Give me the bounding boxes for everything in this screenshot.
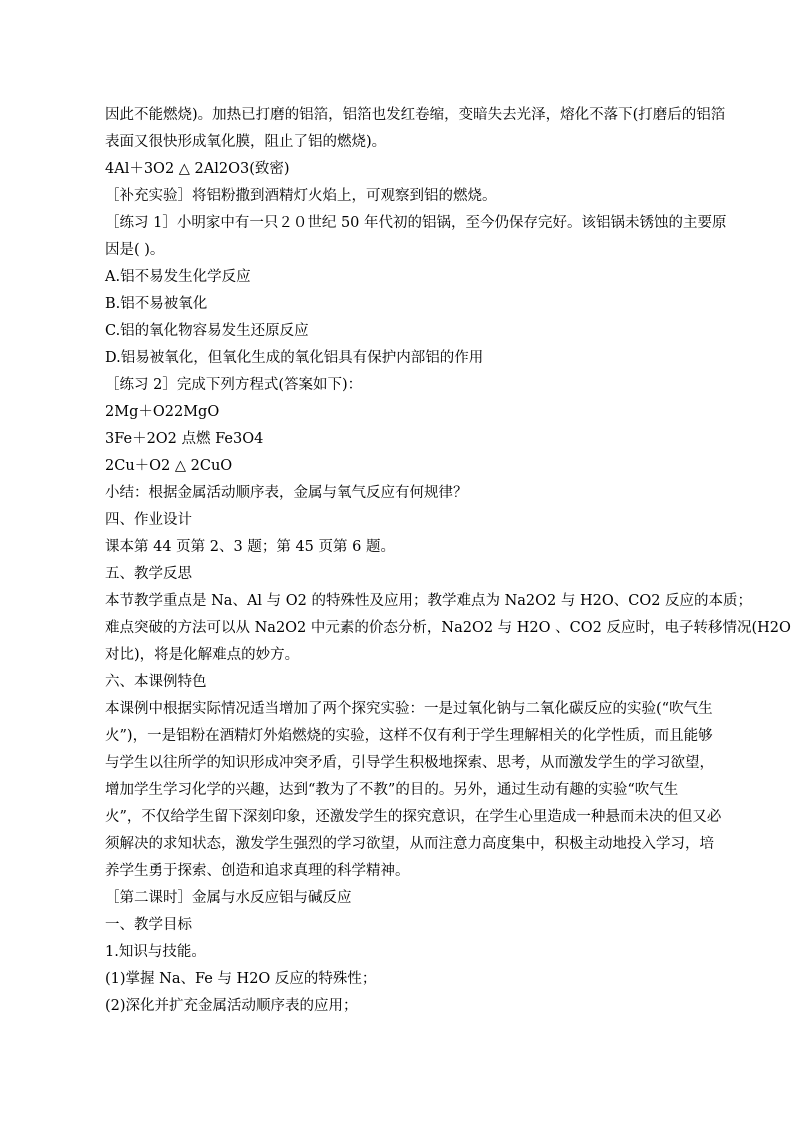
option-b: B.铝不易被氧化: [105, 296, 208, 312]
text-line: 增加学生学习化学的兴趣，达到“教为了不教”的目的。另外，通过生动有趣的实验“吹气生: [105, 782, 679, 798]
text-line: 火”)，一是铝粉在酒精灯外焰燃烧的实验，这样不仅有利于学生理解相关的化学性质，而且能够: [105, 728, 713, 744]
text-line: 表面又很快形成氧化膜，阻止了铝的燃烧)。: [105, 134, 387, 150]
section-heading: 四、作业设计: [105, 512, 192, 528]
equation-line: 3Fe＋2O2 点燃 Fe3O4: [105, 431, 264, 447]
text-line: 火”，不仅给学生留下深刻印象，还激发学生的探究意识，在学生心里造成一种悬而未决的但又必: [105, 809, 722, 825]
equation-line: 2Cu＋O2 △ 2CuO: [105, 458, 233, 474]
option-a: A.铝不易发生化学反应: [105, 269, 251, 285]
text-line: 对比)，将是化解难点的妙方。: [105, 647, 300, 663]
text-line: 须解决的求知状态，激发学生强烈的学习欲望，从而注意力高度集中，积极主动地投入学习，培: [105, 836, 714, 852]
text-line: 课本第 44 页第 2、3 题；第 45 页第 6 题。: [105, 539, 395, 555]
option-d: D.铝易被氧化，但氧化生成的氧化铝具有保护内部铝的作用: [105, 350, 484, 366]
option-c: C.铝的氧化物容易发生还原反应: [105, 323, 309, 339]
text-line: ［补充实验］将铝粉撒到酒精灯火焰上，可观察到铝的燃烧。: [105, 188, 497, 204]
text-line: 与学生以往所学的知识形成冲突矛盾，引导学生积极地探索、思考，从而激发学生的学习欲望，: [105, 755, 714, 771]
text-line: ［练习 2］完成下列方程式(答案如下)：: [105, 377, 363, 393]
text-line: 因是( )。: [105, 242, 165, 258]
text-line: 因此不能燃烧)。加热已打磨的铝箔，铝箔也发红卷缩，变暗失去光泽，熔化不落下(打磨后的铝箔: [105, 107, 726, 123]
lesson-heading: ［第二课时］金属与水反应铝与碱反应: [105, 890, 352, 906]
document-body: [105, 102, 791, 1020]
text-line: 本节教学重点是 Na、Al 与 O2 的特殊性及应用；教学难点为 Na2O2 与 H2O、CO2 反应的本质；: [105, 593, 753, 609]
text-line: (2)深化并扩充金属活动顺序表的应用；: [105, 998, 358, 1014]
text-line: 养学生勇于探索、创造和追求真理的科学精神。: [105, 863, 410, 879]
section-heading: 五、教学反思: [105, 566, 192, 582]
text-line: 1.知识与技能。: [105, 944, 206, 960]
equation-line: 2Mg＋O22MgO: [105, 404, 220, 420]
text-line: (1)掌握 Na、Fe 与 H2O 反应的特殊性；: [105, 971, 377, 987]
text-line: 难点突破的方法可以从 Na2O2 中元素的价态分析，Na2O2 与 H2O 、CO2 反应时，电子转移情况(H2O: [105, 620, 791, 636]
section-heading: 六、本课例特色: [105, 674, 207, 690]
section-heading: 一、教学目标: [105, 917, 192, 933]
text-line: 小结：根据金属活动顺序表，金属与氧气反应有何规律？: [105, 485, 468, 501]
equation-line: 4Al＋3O2 △ 2Al2O3(致密): [105, 161, 290, 177]
text-line: ［练习 1］小明家中有一只２０世纪 50 年代初的铝锅，至今仍保存完好。该铝锅未锈蚀的主要原: [105, 215, 727, 231]
text-line: 本课例中根据实际情况适当增加了两个探究实验：一是过氧化钠与二氧化碳反应的实验(“吹气生: [105, 701, 713, 717]
